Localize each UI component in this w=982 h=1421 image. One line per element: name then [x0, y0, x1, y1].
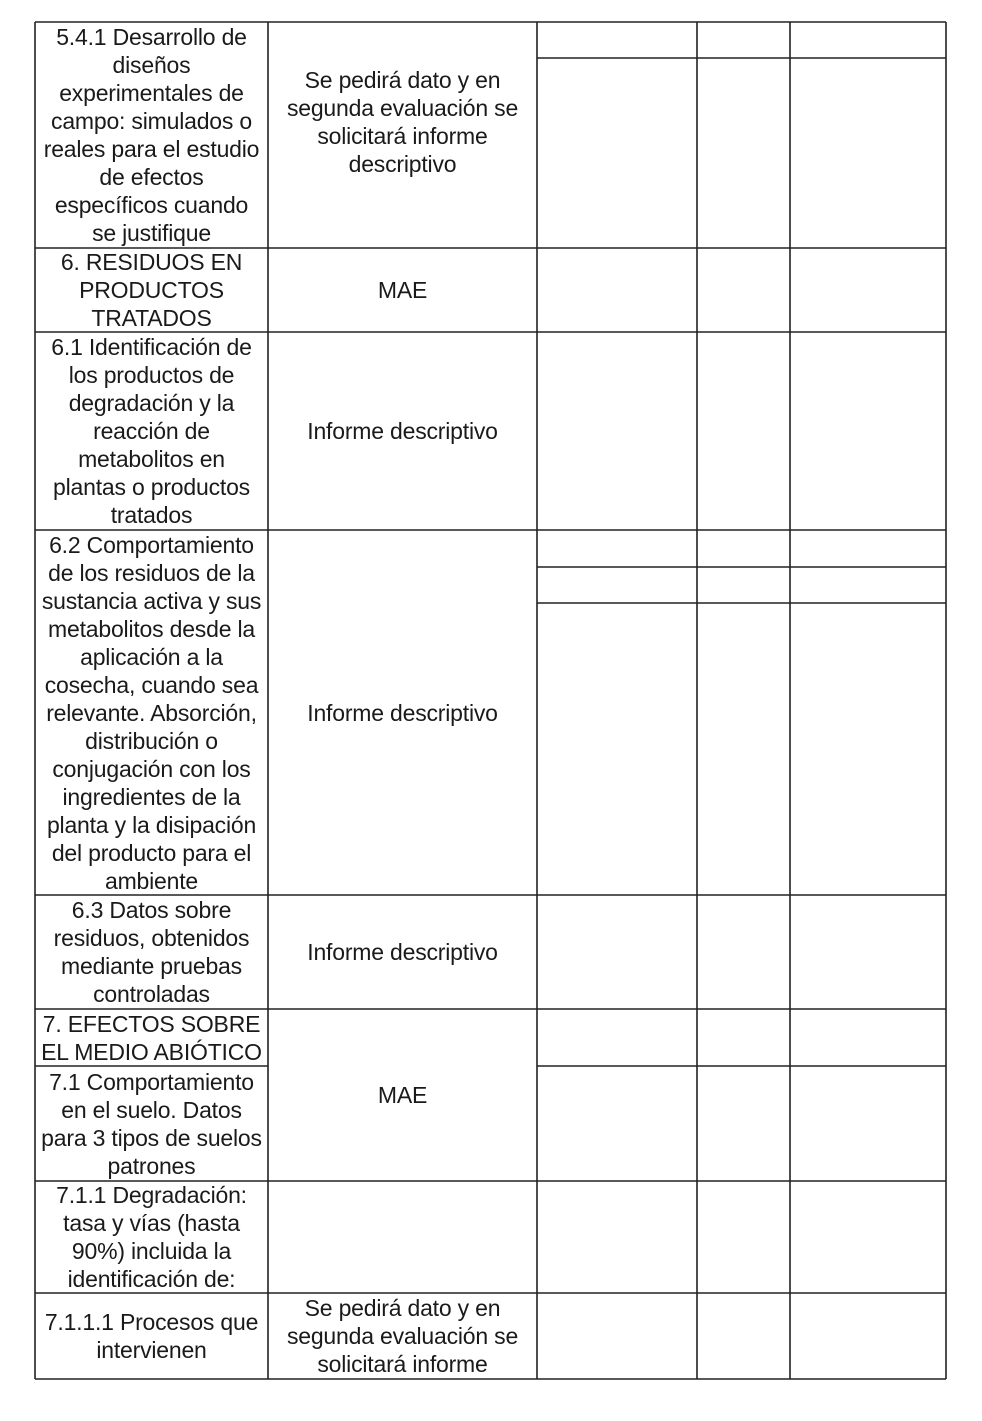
table-row-item-7-1-1-1: 7.1.1.1 Procesos que intervienen — [44, 1309, 259, 1363]
table-row-item-6: 6. RESIDUOS EN PRODUCTOS TRATADOS — [60, 249, 243, 331]
table-row-item-6-2: 6.2 Comportamiento de los residuos de la sustancia activa y sus metabolitos desde la aplicación a la cosecha, cuando sea relevante. Absorción, distribución o conjugación con los ingredientes de la planta y la disipación del producto para el ambiente — [41, 531, 262, 894]
table-row-item-7: 7. EFECTOS SOBRE EL MEDIO ABIÓTICO — [41, 1010, 262, 1065]
table-row-item-6-1: 6.1 Identificación de los productos de degradación y la reacción de metabolitos en plantas o productos tratados — [51, 334, 252, 528]
table-row-requirement-7-1-1 — [268, 1181, 537, 1293]
table-row-requirement-6-3: Informe descriptivo — [307, 939, 498, 965]
table-row-item-6-3: 6.3 Datos sobre residuos, obtenidos mediante pruebas controladas — [53, 897, 250, 1007]
table-row-requirement-7-1-1-1: Se pedirá dato y en segunda evaluación se solicitará informe — [286, 1295, 519, 1377]
table-row-requirement-6: MAE — [377, 277, 428, 303]
table-row-item-5-4-1: 5.4.1 Desarrollo de diseños experimentales de campo: simulados o reales para el estudio de efectos específicos cuando se justifique — [43, 24, 260, 246]
table-row-item-7-1: 7.1 Comportamiento en el suelo. Datos para 3 tipos de suelos patrones — [41, 1068, 262, 1179]
table-row-item-7-1-1: 7.1.1 Degradación: tasa y vías (hasta 90%) incluida la identificación de: — [56, 1182, 247, 1292]
table-row-requirement-6-2: Informe descriptivo — [307, 699, 498, 726]
table-row-requirement-5-4-1: Se pedirá dato y en segunda evaluación se solicitará informe descriptivo — [286, 67, 519, 177]
table-row-requirement-6-1: Informe descriptivo — [307, 418, 498, 444]
table-row-requirement-7: MAE — [377, 1082, 428, 1108]
